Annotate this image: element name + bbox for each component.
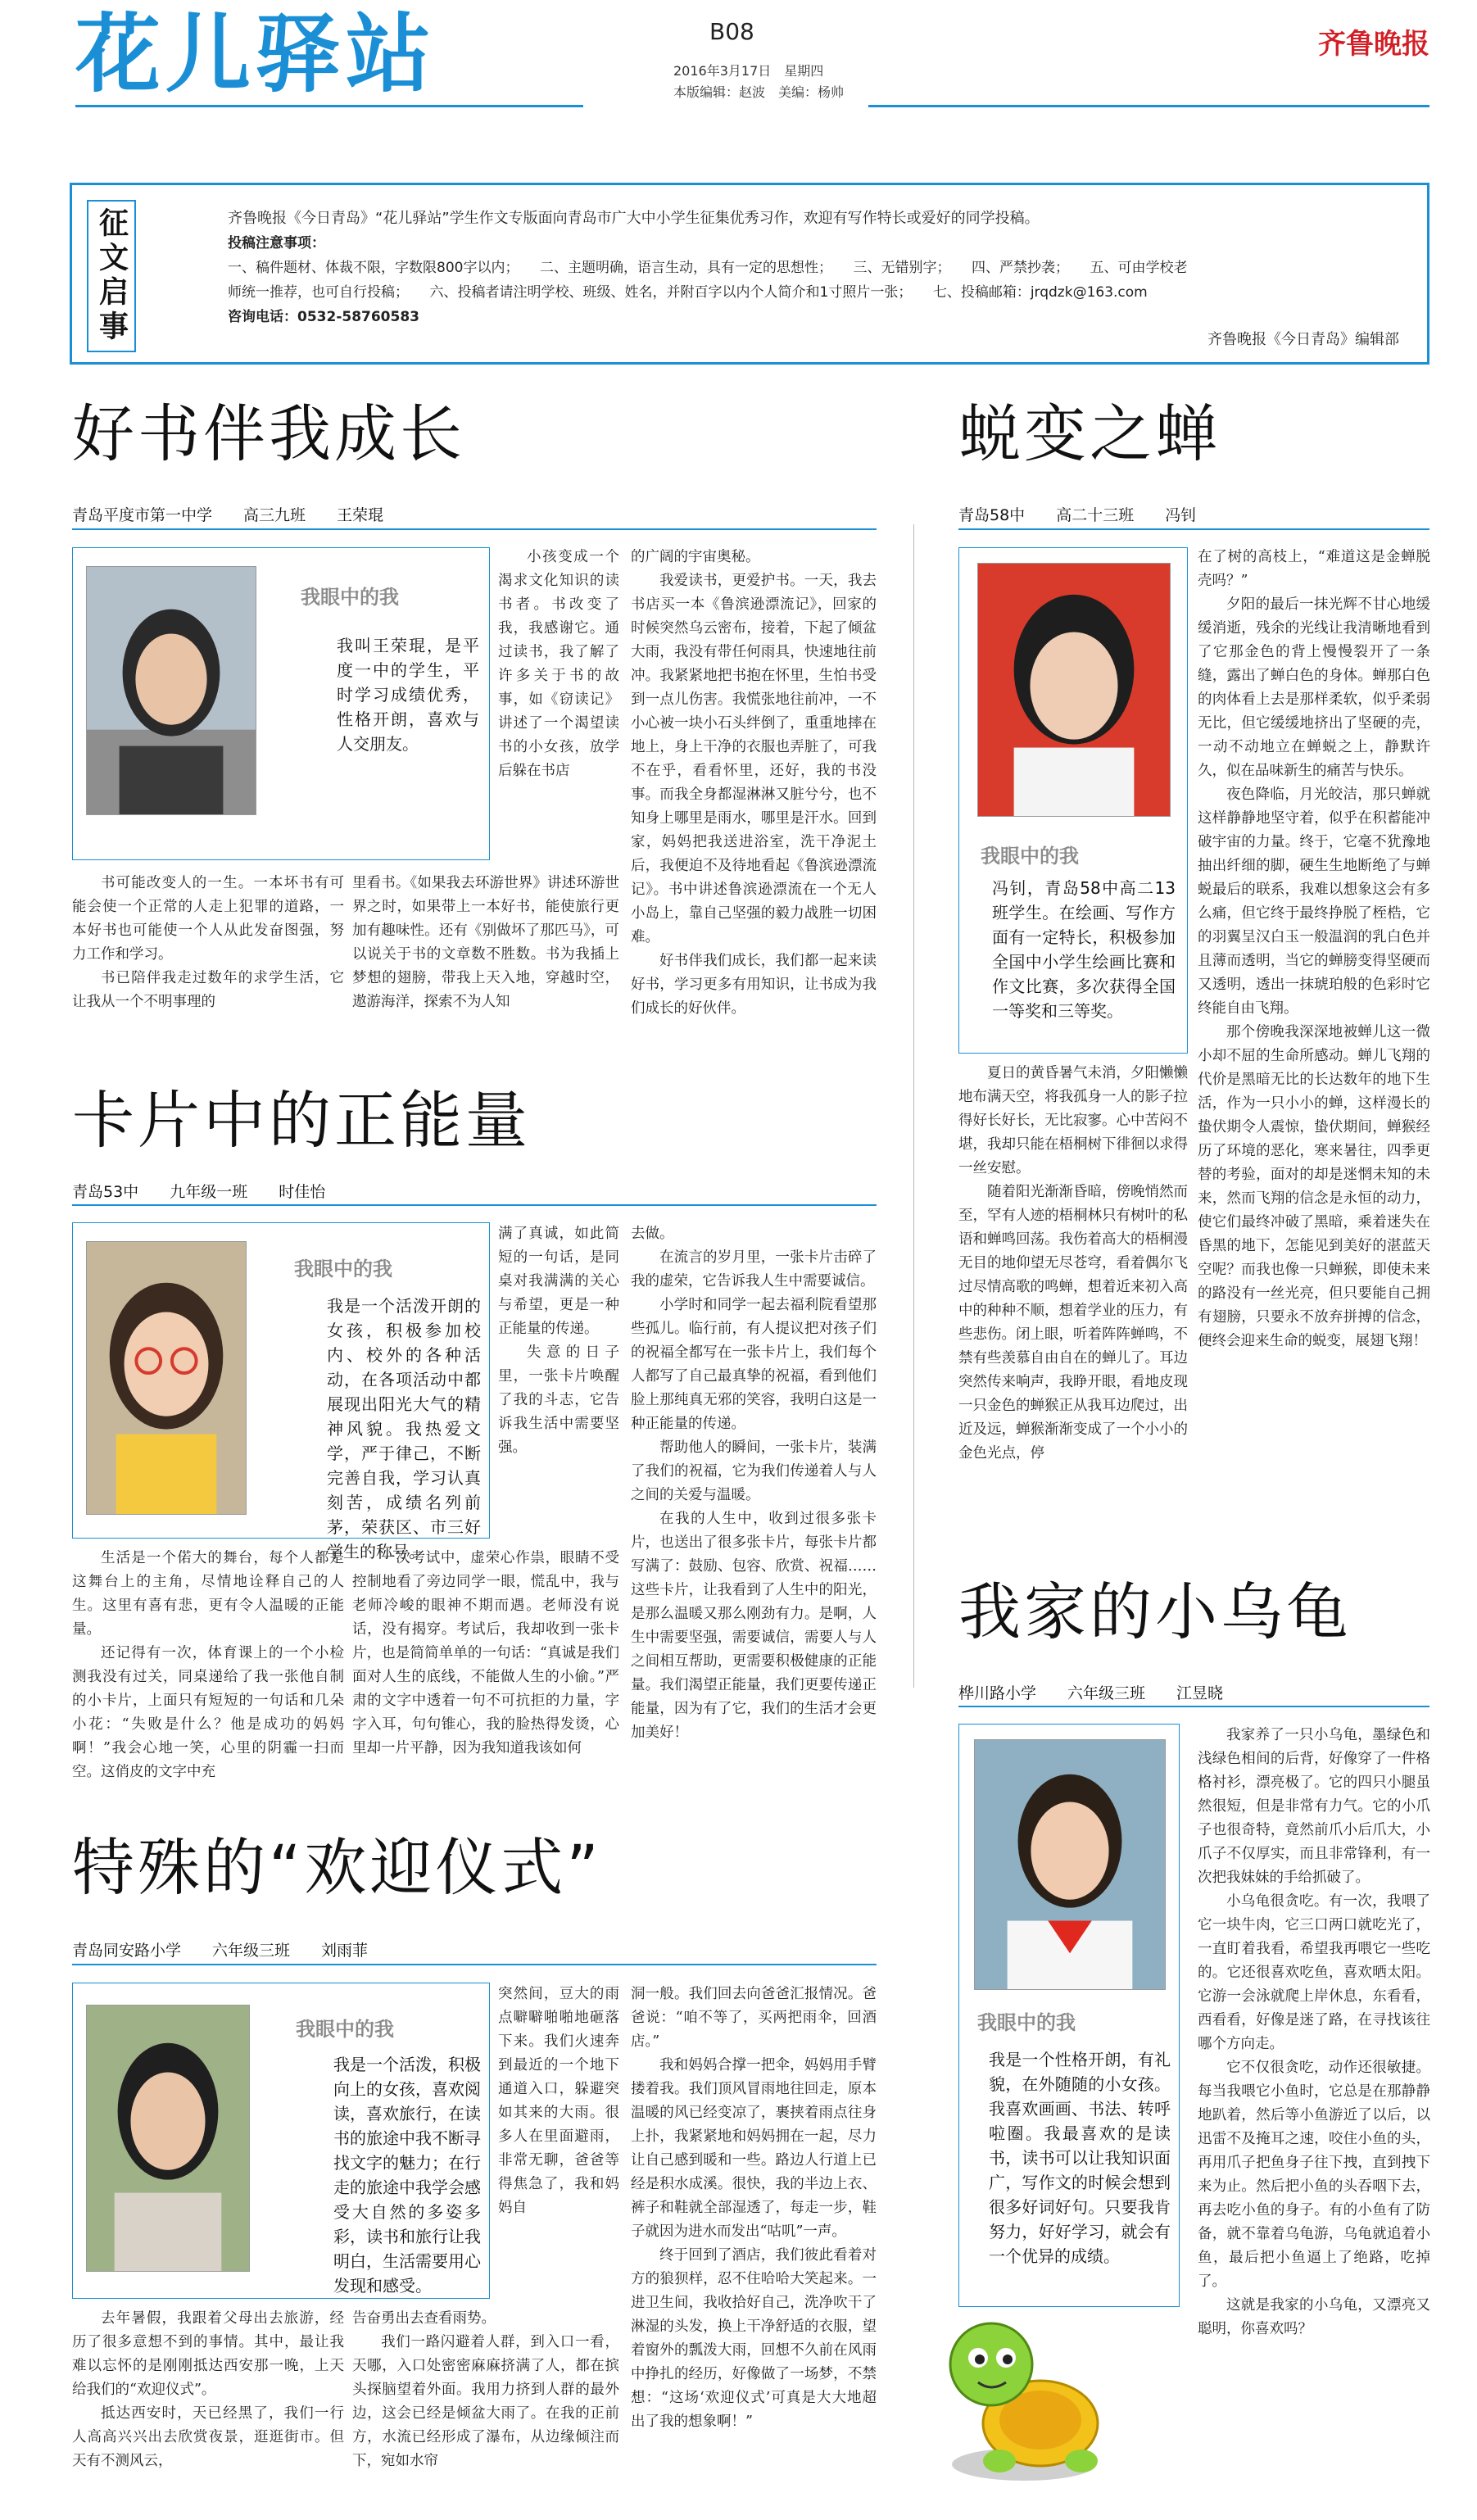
paragraph: 满了真诚，如此简短的一句话，是同桌对我满满的关心与希望，更是一种正能量的传递。 (498, 1226, 619, 1337)
paragraph: 随着阳光渐渐昏暗，傍晚悄然而至，罕有人迹的梧桐林只有树叶的私语和蝉鸣回荡。我伤着高大的梧桐漫无目的地仰望无尽苍穹，看着偶尔飞过尽情高歌的鸣蝉，想着近来初入高中的种种不顺，想着学业的压力，有些悲伤。闭上眼，听着阵阵蝉鸣，不禁有些羡慕自由自在的蝉儿了。耳边突然传来响声，我睁开眼，看地皮现一只金色的蝉猴正从我耳边爬过，出近及远，蝉猴渐渐变成了一个小小的金色光点，停 (958, 1184, 1188, 1462)
column-divider (913, 524, 914, 1688)
article-column (631, 1983, 877, 2497)
header-rule-right (868, 105, 1429, 107)
section-title: 花儿驿站 (75, 4, 437, 104)
article-column (958, 1062, 1188, 1550)
byline-rule (72, 1964, 877, 1965)
portrait-icon (87, 2006, 249, 2271)
notice-body (228, 206, 1407, 329)
author-profile-card (72, 1222, 490, 1561)
byline-class: 九年级一班 (170, 1183, 248, 1201)
cartoon-turtle-icon (942, 2300, 1106, 2489)
paragraph: 那个傍晚我深深地被蝉儿这一微小却不屈的生命所感动。蝉儿飞翔的代价是黑暗无比的长达数年的地下生活，作为一只小小的蝉，这样漫长的蛰伏期令人震惊，蛰伏期间，蝉猴经历了环境的恶化，寒来暑往，四季更替的考验，面对的却是迷惘未知的未来，然而飞翔的信念是永恒的动力，使它们最终冲破了黑暗，乘着迷失在昏黑的地下，怎能见到美好的湛蓝天空呢？而我也像一只蝉猴，即使未来的路没有一丝光亮，但只要能自己拥有翅膀，只要永不放弃拼搏的信念，便终会迎来生命的蜕变，展翅飞翔！ (1198, 1024, 1430, 1349)
paragraph: 夕阳的最后一抹光辉不甘心地缓缓消逝，残余的光线让我清晰地看到了它那金色的背上慢慢裂开了一条缝，露出了蝉白色的身体。蝉那白色的肉体看上去是那样柔软，似乎柔弱无比，但它缓缓地挤出了坚硬的壳，一动不动地立在蝉蜕之上，静默许久，似在品味新生的痛苦与快乐。 (1198, 596, 1430, 779)
newspaper-logo: 齐鲁晚报 (1318, 28, 1429, 61)
notice-rules-heading: 投稿注意事项： (228, 235, 325, 252)
paragraph: 抵达西安时，天已经黑了，我们一行人高高兴兴出去欣赏夜景，逛逛街市。但天有不测风云， (72, 2405, 344, 2469)
issue-date: 2016年3月17日 星期四 (673, 63, 824, 79)
byline-class: 高三九班 (243, 506, 306, 524)
paragraph: 的广阔的宇宙奥秘。 (631, 549, 760, 565)
author-photo (86, 1241, 247, 1515)
profile-label: 我眼中的我 (296, 2018, 394, 2041)
paragraph: 小乌龟很贪吃。有一次，我喂了它一块牛肉，它三口两口就吃光了，一直盯着我看，希望我再喂它一些吃的。它还很喜欢吃鱼，喜欢晒太阳。它游一会泳就爬上岸休息，东看看，西看看，好像是迷了路，在寻找该往哪个方向走。 (1198, 1893, 1430, 2052)
notice-rules-line1: 一、稿件题材、体裁不限，字数限800字以内； 二、主题明确，语言生动，具有一定的思想性； 三、无错别字； 四、严禁抄袭； 五、可由学校老 (228, 260, 1188, 276)
article-title: 好书伴我成长 (72, 397, 465, 470)
paragraph: 去做。 (631, 1226, 674, 1242)
byline-author: 时佳怡 (279, 1183, 326, 1201)
header-rule-left (75, 105, 583, 107)
byline-rule (72, 1204, 877, 1206)
article-column (72, 2307, 344, 2497)
article-column (352, 1547, 619, 1822)
issue-meta (673, 61, 857, 103)
paragraph: 在了树的高枝上，“难道这是金蝉脱壳吗？” (1198, 549, 1430, 589)
byline-rule (958, 1706, 1429, 1707)
paragraph: 终于回到了酒店，我们彼此看着对方的狼狈样，忍不住哈哈大笑起来。一进卫生间，我收拾好自己，洗净吹干了淋湿的头发，换上干净舒适的衣服，望着窗外的瓢泼大雨，回想不久前在风雨中挣扎的经历，好像做了一场梦，不禁想：“这场‘欢迎仪式’可真是大大地超出了我的想象啊！” (631, 2247, 877, 2430)
article-column (498, 546, 619, 867)
byline-school: 青岛同安路小学 (72, 1942, 182, 1960)
article-byline (72, 1180, 356, 1202)
author-bio: 冯钊，青岛58中高二13班学生。在绘画、写作方面有一定特长，积极参加全国中小学生绘画比赛和作文比赛，多次获得全国一等奖和三等奖。 (992, 878, 1176, 1021)
paragraph: 失意的日子里，一张卡片唤醒了我的斗志，它告诉我生活中需要坚强。 (498, 1344, 619, 1456)
page-number: B08 (709, 18, 754, 45)
profile-label: 我眼中的我 (981, 845, 1079, 868)
author-photo (86, 2005, 250, 2272)
paragraph: 在流言的岁月里，一张卡片击碎了我的虚荣，它告诉我人生中需要诚信。 (631, 1249, 877, 1289)
paragraph: 它不仅很贪吃，动作还很敏捷。每当我喂它小鱼时，它总是在那静静地趴着，然后等小鱼游近了以后，以迅雷不及掩耳之速，咬住小鱼的头，再用爪子把鱼身子往下拽，直到拽下来为止。然后把小鱼的头吞咽下去，再去吃小鱼的身子。有的小鱼有了防备，就不靠着乌龟游，乌龟就追着小鱼，最后把小鱼逼上了绝路，吃掉了。 (1198, 2060, 1430, 2290)
author-profile-card (72, 547, 490, 860)
byline-school: 青岛58中 (958, 506, 1026, 524)
article-column (72, 872, 344, 1029)
author-photo (974, 1739, 1166, 1990)
notice-label: 征文启事 (87, 200, 136, 352)
paragraph: 一次考试中，虚荣心作祟，眼睛不受控制地看了旁边同学一眼，慌乱中，我与老师冷峻的眼神不期而遇。老师没有说话，没有揭穿。考试后，我却收到一张卡片，也是简简单单的一句话：“真诚是我们面对人生的底线，不能做人生的小偷。”严肃的文字中透着一句不可抗拒的力量，字字入耳，句句锥心，我的脸热得发烫，心里却一片平静，因为我知道我该如何 (352, 1550, 619, 1756)
byline-author: 王荣琨 (337, 506, 384, 524)
author-bio: 我是一个活泼开朗的女孩，积极参加校内、校外的各种活动，在各项活动中都展现出阳光大气的精神风貌。我热爱文学，严于律己，不断完善自我，学习认真刻苦，成绩名列前茅，荣获区、市三好学生的称号。 (327, 1296, 481, 1561)
paragraph: 小学时和同学一起去福利院看望那些孤儿。临行前，有人提议把对孩子们的祝福全都写在一张卡片上，我们每个人都写了自己最真挚的祝福，看到他们脸上那纯真无邪的笑容，我明白这是一种正能量的传递。 (631, 1297, 877, 1432)
author-profile-card (72, 1983, 490, 2299)
notice-lead: 齐鲁晚报《今日青岛》“花儿驿站”学生作文专版面向青岛市广大中小学生征集优秀习作，欢迎有写作特长或爱好的同学投稿。 (228, 210, 1040, 227)
paragraph: 帮助他人的瞬间，一张卡片，装满了我们的祝福，它为我们传递着人与人之间的关爱与温暖。 (631, 1439, 877, 1503)
author-photo (977, 563, 1171, 817)
author-photo (86, 566, 256, 815)
paragraph: 告奋勇出去查看雨势。 (352, 2310, 496, 2327)
byline-author: 冯钊 (1165, 506, 1197, 524)
article-column (1198, 546, 1430, 1552)
paragraph: 我家养了一只小乌龟，墨绿色和浅绿色相间的后背，好像穿了一件格格衬衫，漂亮极了。它的四只小腿虽然很短，但是非常有力气。它的小爪子也很奇特，竟然前爪小后爪大，小爪子不仅厚实，而且非常锋利，有一次把我妹妹的手给抓破了。 (1198, 1727, 1430, 1886)
portrait-icon (975, 1740, 1165, 1989)
profile-label: 我眼中的我 (977, 2011, 1076, 2034)
article-byline (958, 1681, 1254, 1703)
article-column (631, 1222, 877, 1822)
call-for-submissions-box (70, 183, 1429, 365)
article-column (352, 2307, 619, 2497)
paragraph: 我和妈妈合撑一把伞，妈妈用手臂搂着我。我们顶风冒雨地往回走，原本温暖的风已经变凉了，裹挟着雨点往身上扑，我紧紧地和妈妈拥在一起，尽力让自己感到暖和一些。路边人行道上已经是积水成溪。很快，我的半边上衣、裤子和鞋就全部湿透了，每走一步，鞋子就因为进水而发出“咕叽”一声。 (631, 2057, 877, 2240)
article-column (1198, 1724, 1430, 2494)
byline-class: 高二十三班 (1056, 506, 1135, 524)
article-title: 我家的小乌龟 (958, 1575, 1352, 1648)
paragraph: 小孩变成一个渴求文化知识的读书者。书改变了我，我感谢它。通过读书，我了解了许多关于书的故事，如《窃读记》讲述了一个渴望读书的小女孩，放学后躲在书店 (498, 549, 619, 779)
notice-phone: 咨询电话：0532-58760583 (228, 309, 419, 325)
paragraph: 去年暑假，我跟着父母出去旅游，经历了很多意想不到的事情。其中，最让我难以忘怀的是刚刚抵达西安那一晚，上天给我们的“欢迎仪式”。 (72, 2310, 344, 2398)
portrait-icon (87, 567, 256, 814)
profile-label: 我眼中的我 (294, 1258, 392, 1280)
author-bio: 我叫王荣琨，是平度一中的学生，平时学习成绩优秀，性格开朗，喜欢与人交朋友。 (337, 636, 479, 754)
profile-label: 我眼中的我 (301, 586, 399, 609)
paragraph: 突然间，豆大的雨点噼噼啪啪地砸落下来。我们火速奔到最近的一个地下通道入口，躲避突如其来的大雨。很多人在里面避雨，非常无聊，爸爸等得焦急了，我和妈妈自 (498, 1986, 619, 2216)
author-bio: 我是一个活泼，积极向上的女孩，喜欢阅读，喜欢旅行，在读书的旅途中我不断寻找文字的魅力；在行走的旅途中我学会感受大自然的多姿多彩，读书和旅行让我明白，生活需要用心发现和感受。 (333, 2055, 481, 2296)
article-byline (72, 1938, 399, 1960)
portrait-icon (978, 564, 1170, 816)
author-profile-card (958, 1724, 1180, 2307)
byline-school: 桦川路小学 (958, 1684, 1037, 1702)
byline-author: 江昱晓 (1176, 1684, 1224, 1702)
paragraph: 这就是我家的小乌龟，又漂亮又聪明，你喜欢吗？ (1198, 2297, 1430, 2337)
byline-class: 六年级三班 (212, 1942, 291, 1960)
byline-rule (72, 528, 877, 530)
article-column (498, 1222, 619, 1540)
article-column (631, 546, 877, 1029)
paragraph: 生活是一个偌大的舞台，每个人都是这舞台上的主角，尽情地诠释自己的人生。这里有喜有悲，更有令人温暖的正能量。 (72, 1550, 344, 1638)
paragraph: 夜色降临，月光皎洁，那只蝉就这样静静地坚守着，似乎在积蓄能冲破宇宙的力量。终于，它毫不犹豫地抽出纤细的脚，硬生生地断绝了与蝉蜕最后的联系，我难以想象这会有多么痛，但它终于最终挣脱了桎梏，它的羽翼呈汉白玉一般温润的乳白色并且薄而透明，当它的蝉膀变得坚硬而又透明，透出一抹琥珀般的色彩时它终能自由飞翔。 (1198, 786, 1430, 1017)
paragraph: 在我的人生中，收到过很多张卡片，也送出了很多张卡片，每张卡片都写满了：鼓励、包容、欣赏、祝福……这些卡片，让我看到了人生中的阳光，是那么温暖又那么刚劲有力。是啊，人生中需要坚强，需要诚信，需要人与人之间相互帮助，更需要积极健康的正能量。我们渴望正能量，我们更要传递正能量，因为有了它，我们的生活才会更加美好！ (631, 1511, 877, 1741)
paragraph: 好书伴我们成长，我们都一起来读好书，学习更多有用知识，让书成为我们成长的好伙伴。 (631, 953, 877, 1017)
article-column (498, 1983, 619, 2300)
article-column (352, 872, 619, 1029)
author-bio: 我是一个性格开朗，有礼貌，在外随随的小女孩。我喜欢画画、书法、转呼啦圈。我最喜欢的是读书，读书可以让我知识面广，写作文的时候会想到很多好词好句。只要我肯努力，好好学习，就会有一个优异的成绩。 (989, 2050, 1171, 2266)
author-profile-card (958, 547, 1188, 1054)
designer-credit: 美编：杨帅 (778, 84, 845, 100)
editor-credit: 本版编辑：赵波 (673, 84, 766, 100)
byline-rule (958, 528, 1429, 530)
article-title: 卡片中的正能量 (72, 1084, 531, 1157)
article-title: 特殊的“欢迎仪式” (72, 1831, 602, 1904)
article-byline (72, 503, 415, 525)
notice-signature: 齐鲁晚报《今日青岛》编辑部 (1207, 331, 1399, 348)
article-column (72, 1547, 344, 1822)
byline-school: 青岛平度市第一中学 (72, 506, 213, 524)
portrait-icon (87, 1242, 246, 1514)
paragraph: 我们一路闪避着人群，到入口一看，天哪，入口处密密麻麻挤满了人，都在摈头探脑望着外面。我用力挤到人群的最外边，这会已经是倾盆大雨了。在我的正前方，水流已经形成了瀑布，从边缘倾注而下，宛如水帘 (352, 2334, 619, 2469)
article-title: 蜕变之蝉 (958, 397, 1221, 470)
article-byline (958, 503, 1227, 525)
paragraph: 夏日的黄昏暑气未消，夕阳懒懒地布满天空，将我孤身一人的影子拉得好长好长，无比寂寥。心中苦闷不堪，我却只能在梧桐树下徘徊以求得一丝安慰。 (958, 1065, 1188, 1176)
paragraph: 我爱读书，更爱护书。一天，我去书店买一本《鲁滨逊漂流记》，回家的时候突然乌云密布，接着，下起了倾盆大雨，我没有带任何雨具，快速地往前冲。我紧紧地把书抱在怀里，生怕书受到一点儿伤害。我慌张地往前冲，一不小心被一块小石头绊倒了，重重地摔在地上，身上干净的衣服也弄脏了，可我不在乎，看看怀里，还好，我的书没事。而我全身都湿淋淋又脏兮兮，也不知身上哪里是雨水，哪里是汗水。回到家，妈妈把我送进浴室，洗干净泥土后，我便迫不及待地看起《鲁滨逊漂流记》。书中讲述鲁滨逊漂流在一个无人小岛上，靠自己坚强的毅力战胜一切困难。 (631, 573, 877, 945)
paragraph: 里看书。《如果我去环游世界》讲述环游世界之时，如果带上一本好书，能使旅行更加有趣味性。还有《别做坏了那匹马》，可以说关于书的文章数不胜数。书为我插上梦想的翅膀，带我上天入地，穿越时空，遨游海洋，探索不为人知 (352, 875, 619, 1010)
paragraph: 洞一般。我们回去向爸爸汇报情况。爸爸说：“咱不等了，买两把雨伞，回酒店。” (631, 1986, 877, 2050)
byline-author: 刘雨菲 (321, 1942, 369, 1960)
notice-rules-line2: 师统一推荐，也可自行投稿； 六、投稿者请注明学校、班级、姓名，并附百字以内个人简介和1寸照片一张； 七、投稿邮箱：jrqdzk@163.com (228, 284, 1148, 301)
paragraph: 还记得有一次，体育课上的一个小检测我没有过关，同桌递给了我一张他自制的小卡片，上面只有短短的一句话和几朵小花：“失败是什么？他是成功的妈妈啊！”我会心地一笑，心里的阴霾一扫而空。这俏皮的文字中充 (72, 1645, 344, 1780)
paragraph: 书已陪伴我走过数年的求学生活，它让我从一个不明事理的 (72, 970, 344, 1010)
byline-school: 青岛53中 (72, 1183, 139, 1201)
paragraph: 书可能改变人的一生。一本坏书有可能会使一个正常的人走上犯罪的道路，一本好书也可能使一个人从此发奋图强，努力工作和学习。 (72, 875, 344, 963)
byline-class: 六年级三班 (1067, 1684, 1146, 1702)
